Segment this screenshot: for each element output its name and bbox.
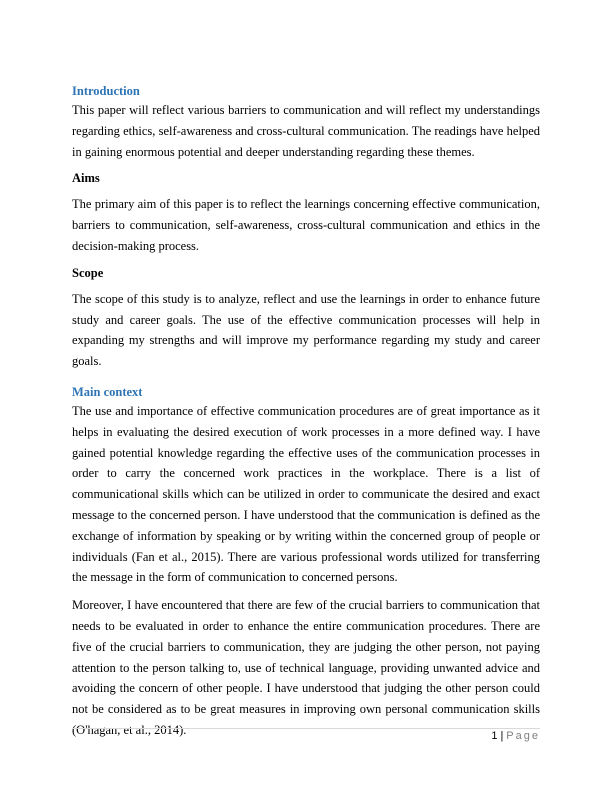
- aims-heading: Aims: [72, 171, 100, 186]
- page-label: Page: [506, 730, 540, 742]
- main-context-paragraph-2: Moreover, I have encountered that there are few of the crucial barriers to communication that needs to be evaluated in order to enhance the entire communication procedures. There are five of the crucial barriers to communication, they are judging the other person, not paying attention to the person talking to, use of technical language, providing unwanted advice and avoiding the concern of other people. I have understood that judging the other person could not be considered as to be great measures in improving own personal communication skills (O'hagan, et al., 2014).: [72, 598, 540, 737]
- introduction-paragraph: This paper will reflect various barriers to communication and will reflect my understandings regarding ethics, self-awareness and cross-cultural communication. The readings have helped in gaining enormous potential and deeper understanding regarding these themes.: [72, 103, 540, 159]
- page-footer: [491, 730, 540, 742]
- aims-paragraph: The primary aim of this paper is to reflect the learnings concerning effective communication, barriers to communication, self-awareness, cross-cultural communication and ethics in the decision-making process.: [72, 197, 540, 253]
- footer-divider: [72, 728, 540, 729]
- footer-separator: |: [500, 730, 504, 742]
- introduction-heading: Introduction: [72, 84, 140, 98]
- main-context-heading: Main context: [72, 384, 143, 399]
- scope-heading: Scope: [72, 265, 104, 280]
- document-page: [72, 82, 540, 741]
- main-context-paragraph-1: The use and importance of effective communication procedures are of great importance as it helps in evaluating the desired execution of work processes in a more defined way. I have gained potential knowledge regarding the effective uses of the communication processes in order to carry the concerned work practices in the workplace. There is a list of communicational skills which can be utilized in order to communicate the desired and exact message to the concerned person. I have understood that the communication is defined as the exchange of information by speaking or by writing within the concerned group of people or individuals (Fan et al., 2015). There are various professional words utilized for transferring the message in the form of communication to concerned persons.: [72, 403, 540, 585]
- page-number: 1: [491, 730, 498, 742]
- scope-paragraph: The scope of this study is to analyze, reflect and use the learnings in order to enhance future study and career goals. The use of the effective communication processes will help in expanding my strengths and will improve my performance regarding my study and career goals.: [72, 291, 540, 369]
